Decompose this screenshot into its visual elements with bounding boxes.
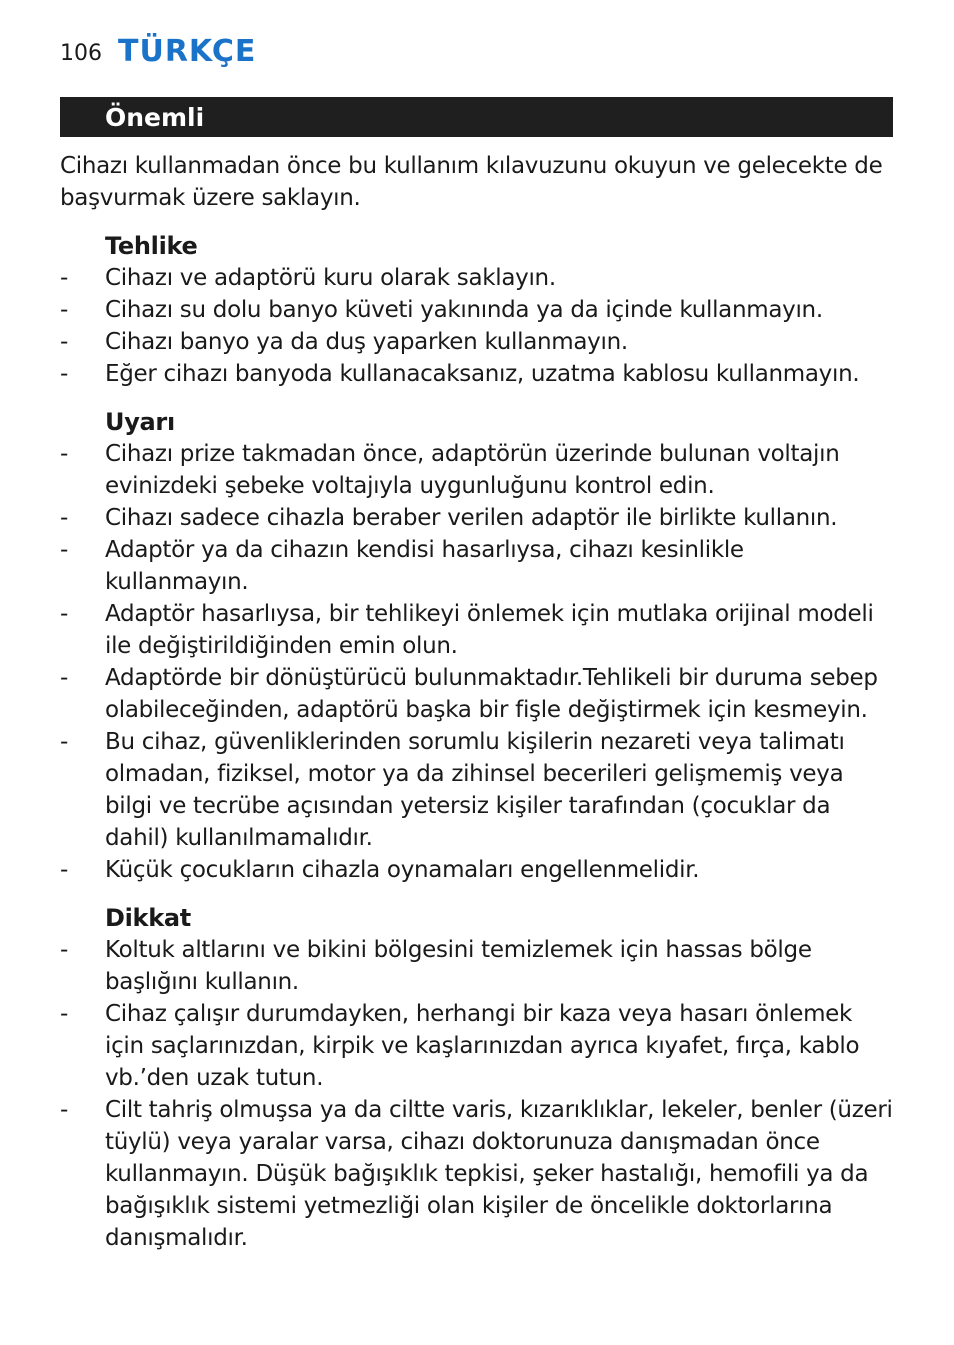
list-item [60, 854, 893, 886]
section-title: Önemli [105, 103, 205, 132]
list-item-text: Adaptörde bir dönüştürücü bulunmaktadır.Tehlikeli bir duruma sebep olabileceğinden, adaptörü başka bir fişle değiştirmek için kesmeyin. [105, 665, 878, 723]
bullet-dash: - [60, 441, 68, 467]
group-heading: Tehlike [105, 232, 198, 260]
group-heading: Uyarı [105, 408, 175, 436]
list-item-text: Cihaz çalışır durumdayken, herhangi bir kaza veya hasarı önlemek için saçlarınızdan, kirpik ve kaşlarınızdan ayrıca kıyafet, fırça, kablo vb.’den uzak tutun. [105, 1001, 860, 1091]
list-item-text: Adaptör ya da cihazın kendisi hasarlıysa, cihazı kesinlikle kullanmayın. [105, 537, 744, 595]
list-item-text: Küçük çocukların cihazla oynamaları engellenmelidir. [105, 857, 700, 883]
list-item [60, 438, 893, 502]
list-item-text: Koltuk altlarını ve bikini bölgesini temizlemek için hassas bölge başlığını kullanın. [105, 937, 812, 995]
bullet-dash: - [60, 729, 68, 755]
intro-paragraph: Cihazı kullanmadan önce bu kullanım kılavuzunu okuyun ve gelecekte de başvurmak üzere saklayın. [60, 153, 883, 211]
list-item [60, 598, 893, 662]
bullet-dash: - [60, 265, 68, 291]
list-item-text: Eğer cihazı banyoda kullanacaksanız, uzatma kablosu kullanmayın. [105, 361, 860, 387]
bullet-list [60, 438, 893, 886]
list-item [60, 934, 893, 998]
safety-groups [60, 230, 893, 1254]
list-item [60, 262, 893, 294]
bullet-list [60, 934, 893, 1254]
list-item-text: Adaptör hasarlıysa, bir tehlikeyi önlemek için mutlaka orijinal modeli ile değiştirildiğinden emin olun. [105, 601, 874, 659]
bullet-dash: - [60, 1001, 68, 1027]
bullet-list [60, 262, 893, 390]
list-item [60, 998, 893, 1094]
list-item [60, 502, 893, 534]
list-item [60, 294, 893, 326]
bullet-dash: - [60, 297, 68, 323]
list-item-text: Bu cihaz, güvenliklerinden sorumlu kişilerin nezareti veya talimatı olmadan, fiziksel, motor ya da zihinsel becerileri gelişmemiş veya bilgi ve tecrübe açısından yetersiz kişiler tarafından (çocuklar da dahil) kullanılmamalıdır. [105, 729, 845, 851]
group-heading: Dikkat [105, 904, 191, 932]
section-title-bar [60, 97, 893, 137]
bullet-dash: - [60, 1097, 68, 1123]
page-number: 106 [60, 41, 102, 66]
list-item-text: Cilt tahriş olmuşsa ya da ciltte varis, kızarıklıklar, lekeler, benler (üzeri tüylü) veya yaralar varsa, cihazı doktorunuza danışmadan önce kullanmayın. Düşük bağışıklık tepkisi, şeker hastalığı, hemofili ya da bağışıklık sistemi yetmezliği olan kişiler de öncelikle doktorlarına danışmalıdır. [105, 1097, 893, 1251]
list-item [60, 1094, 893, 1254]
list-item-text: Cihazı sadece cihazla beraber verilen adaptör ile birlikte kullanın. [105, 505, 838, 531]
bullet-dash: - [60, 361, 68, 387]
list-item-text: Cihazı banyo ya da duş yaparken kullanmayın. [105, 329, 628, 355]
bullet-dash: - [60, 857, 68, 883]
document-body [60, 150, 893, 1270]
list-item-text: Cihazı su dolu banyo küveti yakınında ya da içinde kullanmayın. [105, 297, 823, 323]
bullet-dash: - [60, 665, 68, 691]
bullet-dash: - [60, 505, 68, 531]
list-item [60, 662, 893, 726]
list-item-text: Cihazı prize takmadan önce, adaptörün üzerinde bulunan voltajın evinizdeki şebeke voltajıyla uygunluğunu kontrol edin. [105, 441, 840, 499]
bullet-dash: - [60, 601, 68, 627]
list-item [60, 534, 893, 598]
bullet-dash: - [60, 329, 68, 355]
list-item [60, 326, 893, 358]
bullet-dash: - [60, 537, 68, 563]
list-item [60, 358, 893, 390]
language-title: TÜRKÇE [118, 34, 257, 69]
list-item-text: Cihazı ve adaptörü kuru olarak saklayın. [105, 265, 556, 291]
list-item [60, 726, 893, 854]
bullet-dash: - [60, 937, 68, 963]
